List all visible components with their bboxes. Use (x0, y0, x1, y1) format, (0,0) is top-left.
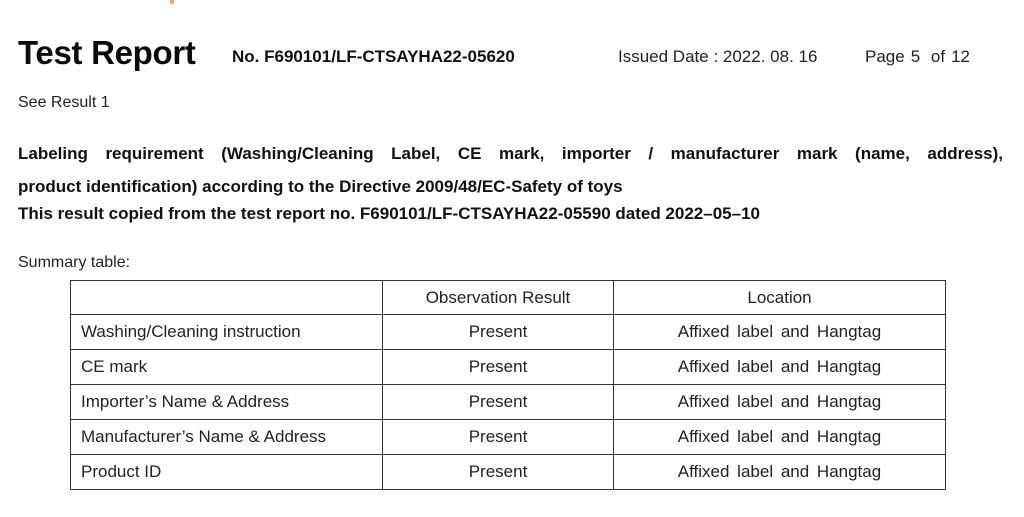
cell-observation: Present (383, 385, 614, 420)
summary-table-label: Summary table: (18, 254, 131, 271)
column-header-item (71, 281, 383, 315)
table-row (71, 385, 946, 420)
table-row (71, 455, 946, 490)
table-row (71, 350, 946, 385)
column-header-location: Location (614, 281, 946, 315)
table-row (71, 315, 946, 350)
page-word: Page (865, 47, 905, 66)
table-header-row (71, 281, 946, 315)
summary-table (70, 280, 946, 490)
labeling-requirement-line1: Labeling requirement (Washing/Cleaning Label, CE mark, importer / manufacturer mark (name, address), (18, 144, 1003, 163)
cell-item: Product ID (71, 455, 383, 490)
orange-tick-mark (170, 0, 174, 4)
cell-location: Affixed label and Hangtag (614, 385, 946, 420)
see-result-text: See Result 1 (18, 94, 110, 111)
cell-location: Affixed label and Hangtag (614, 315, 946, 350)
cell-location: Affixed label and Hangtag (614, 350, 946, 385)
report-header (18, 32, 1008, 72)
issued-date: Issued Date : 2022. 08. 16 (618, 47, 818, 66)
cell-observation: Present (383, 350, 614, 385)
cell-observation: Present (383, 455, 614, 490)
page-current: 5 (910, 47, 921, 66)
cell-observation: Present (383, 315, 614, 350)
cell-location: Affixed label and Hangtag (614, 455, 946, 490)
cell-location: Affixed label and Hangtag (614, 420, 946, 455)
table-row (71, 420, 946, 455)
page-title: Test Report (18, 34, 196, 71)
column-header-observation: Observation Result (383, 281, 614, 315)
page-indicator (865, 47, 976, 67)
copied-result-note: This result copied from the test report no. F690101/LF-CTSAYHA22-05590 dated 2022–05–10 (18, 204, 760, 223)
cell-item: Manufacturer’s Name & Address (71, 420, 383, 455)
cell-item: CE mark (71, 350, 383, 385)
labeling-requirement-line2: product identification) according to the Directive 2009/48/EC-Safety of toys (18, 177, 623, 196)
cell-observation: Present (383, 420, 614, 455)
page-total: 12 (951, 47, 971, 66)
report-number: No. F690101/LF-CTSAYHA22-05620 (232, 47, 515, 66)
cell-item: Washing/Cleaning instruction (71, 315, 383, 350)
page-of: of (930, 47, 946, 66)
cell-item: Importer’s Name & Address (71, 385, 383, 420)
